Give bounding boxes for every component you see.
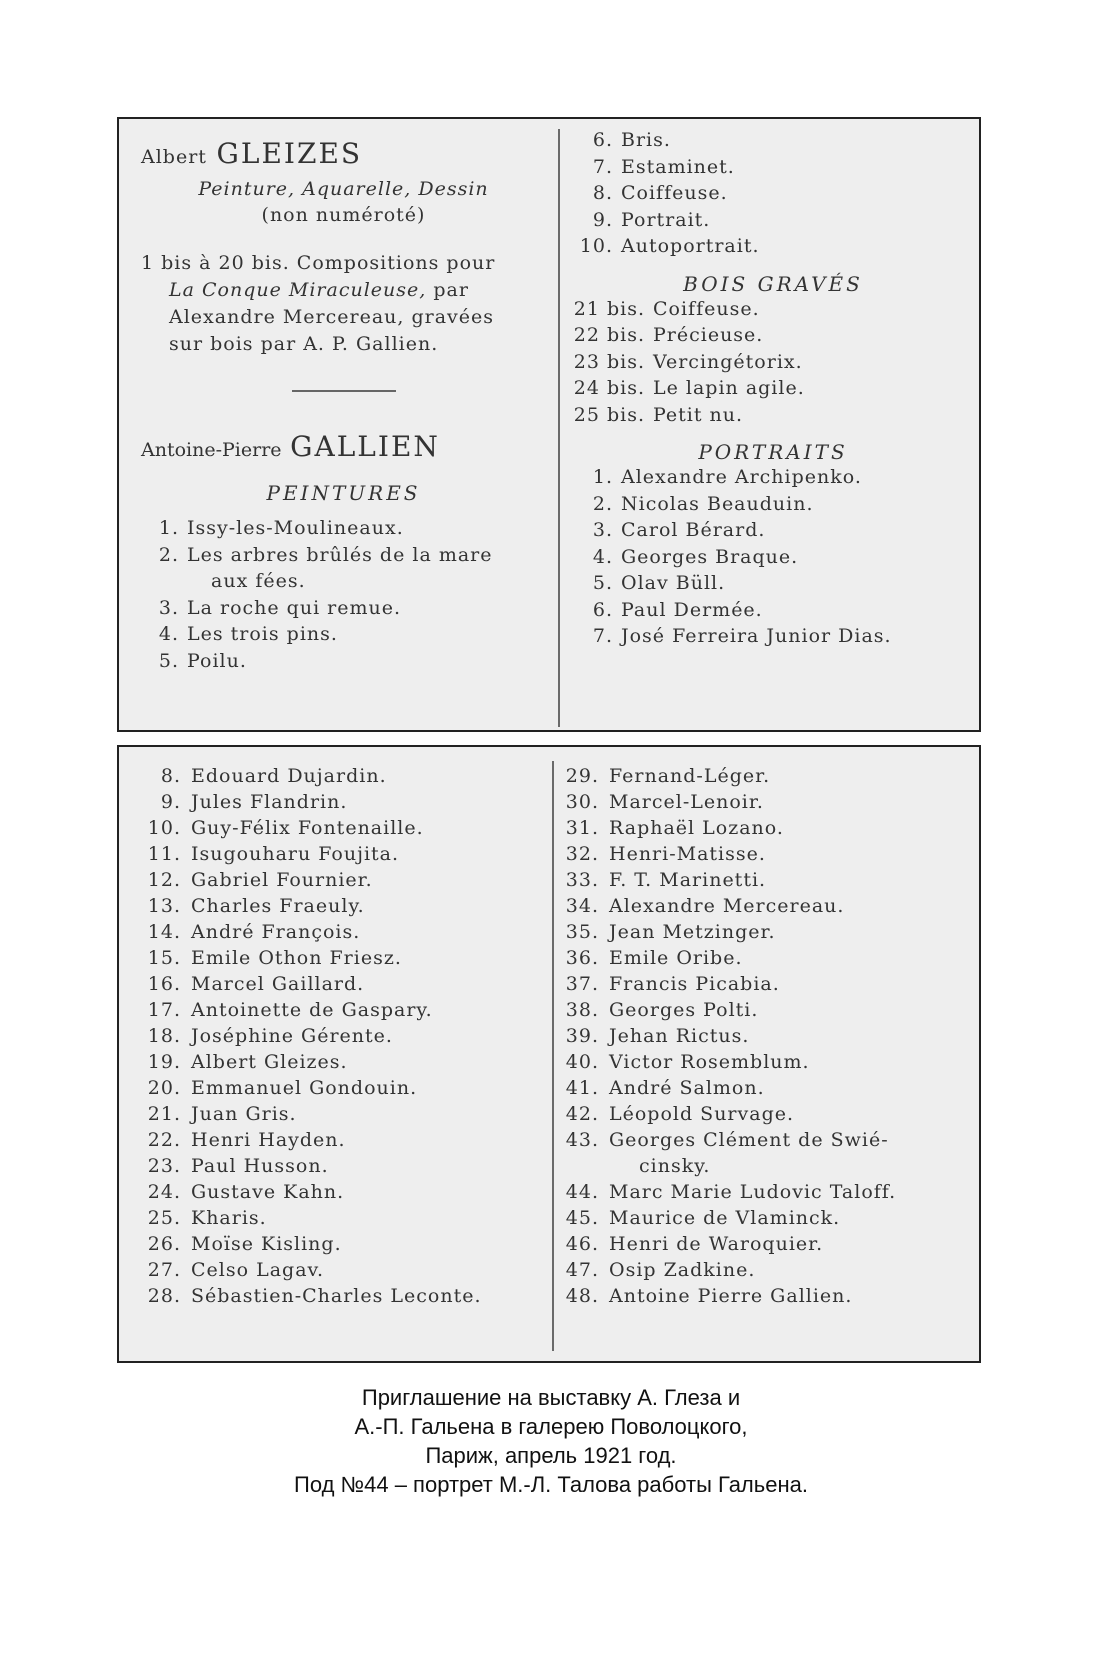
list-item	[549, 815, 979, 841]
item-title: Isugouharu Foujita.	[191, 843, 400, 865]
item-title: Joséphine Gérente.	[191, 1025, 393, 1047]
item-title: Les arbres brûlés de la mare	[187, 543, 493, 566]
item-title: Olav Büll.	[621, 572, 726, 594]
list-item	[565, 322, 981, 349]
compositions-line: sur bois par A. P. Gallien.	[169, 333, 439, 355]
item-title: Jean Metzinger.	[609, 921, 776, 943]
list-item	[549, 1257, 979, 1283]
list-item	[119, 1075, 544, 1101]
portraits-title: PORTRAITS	[698, 440, 848, 464]
item-number: 5.	[592, 572, 613, 594]
item-title: Kharis.	[191, 1207, 267, 1229]
list-item	[565, 207, 981, 234]
list-item	[565, 375, 981, 402]
item-number: 25.	[147, 1207, 181, 1229]
item-number: 4.	[158, 623, 179, 645]
item-title: La roche qui remue.	[187, 596, 402, 619]
item-number: 13.	[147, 895, 181, 917]
compositions-line: Alexandre Mercereau, gravées	[169, 306, 495, 328]
item-number: 32.	[565, 843, 599, 865]
item-number: 48.	[565, 1285, 599, 1307]
item-title: Henri-Matisse.	[609, 843, 766, 865]
item-title-continuation: aux fées.	[211, 570, 306, 592]
bottom-left-column	[119, 763, 544, 1309]
list-item	[141, 621, 546, 648]
column-divider	[558, 129, 560, 727]
item-number: 9.	[160, 791, 181, 813]
list-item	[549, 971, 979, 997]
list-item	[549, 945, 979, 971]
item-number: 12.	[147, 869, 181, 891]
list-item	[549, 867, 979, 893]
item-number: 15.	[147, 947, 181, 969]
item-number: 29.	[565, 765, 599, 787]
item-title: Poilu.	[187, 649, 247, 672]
portraits-list-continued	[119, 763, 544, 1309]
item-number: 31.	[565, 817, 599, 839]
list-item	[119, 919, 544, 945]
item-number: 8.	[592, 182, 613, 204]
compositions-word: par	[426, 279, 469, 301]
item-number: 26.	[147, 1233, 181, 1255]
figure-caption	[0, 1383, 1102, 1499]
list-item	[549, 1023, 979, 1049]
list-item	[565, 623, 981, 650]
item-title: Guy-Félix Fontenaille.	[191, 817, 424, 839]
item-title: Bris.	[621, 129, 671, 151]
list-item	[565, 296, 981, 323]
list-item	[565, 127, 981, 154]
item-title: Vercingétorix.	[653, 350, 803, 373]
item-number: 2.	[592, 492, 613, 515]
list-item	[549, 1283, 979, 1309]
compositions-line: 1 bis à 20 bis. Compositions pour	[141, 252, 496, 274]
list-item	[119, 893, 544, 919]
bois-graves-title: BOIS GRAVÉS	[683, 271, 863, 296]
item-title: Sébastien-Charles Leconte.	[191, 1285, 482, 1307]
item-number: 8.	[160, 765, 181, 787]
item-number: 10.	[147, 817, 181, 839]
item-number: 20.	[147, 1077, 181, 1099]
item-title: Osip Zadkine.	[609, 1259, 756, 1281]
portraits-list	[565, 464, 981, 650]
item-number: 4.	[592, 545, 613, 568]
list-item	[119, 1153, 544, 1179]
artist-last-name: GLEIZES	[216, 137, 363, 170]
item-number: 30.	[565, 791, 599, 813]
artist-first-name: Antoine-Pierre	[141, 439, 282, 461]
item-title: Moïse Kisling.	[191, 1233, 342, 1255]
item-title-continuation: cinsky.	[639, 1155, 711, 1177]
item-number: 35.	[565, 921, 599, 943]
item-title: Henri de Waroquier.	[609, 1233, 824, 1255]
item-title: Jules Flandrin.	[191, 791, 348, 813]
item-title: Marc Marie Ludovic Taloff.	[609, 1181, 897, 1203]
list-item	[141, 515, 546, 542]
item-title: Edouard Dujardin.	[191, 765, 387, 787]
top-right-column	[565, 127, 981, 650]
item-number: 27.	[147, 1259, 181, 1281]
item-title: Georges Clément de Swié-	[609, 1129, 889, 1151]
item-title: Petit nu.	[653, 403, 744, 426]
list-item	[119, 1023, 544, 1049]
list-item	[119, 789, 544, 815]
item-title: Henri Hayden.	[191, 1129, 346, 1151]
list-item	[119, 1179, 544, 1205]
artist-last-name: GALLIEN	[290, 430, 440, 463]
item-title: André Salmon.	[609, 1077, 765, 1099]
item-number: 42.	[565, 1103, 599, 1125]
list-item	[119, 815, 544, 841]
list-item	[549, 1049, 979, 1075]
item-number: 6.	[592, 598, 613, 621]
item-title: Coiffeuse.	[653, 297, 760, 320]
item-title: F. T. Marinetti.	[609, 869, 767, 891]
item-number: 22 bis.	[573, 324, 645, 346]
list-item	[549, 893, 979, 919]
item-number: 38.	[565, 999, 599, 1021]
item-title: Gabriel Fournier.	[191, 869, 373, 891]
item-number: 22.	[147, 1129, 181, 1151]
caption-line: Париж, апрель 1921 год.	[425, 1443, 677, 1468]
item-number: 23.	[147, 1155, 181, 1177]
artist-first-name: Albert	[141, 146, 207, 168]
peintures-list-continued	[565, 127, 981, 260]
list-item	[549, 997, 979, 1023]
item-number: 14.	[147, 921, 181, 943]
item-title: Emile Oribe.	[609, 947, 743, 969]
list-item	[549, 1101, 979, 1127]
item-number: 1.	[592, 466, 613, 488]
item-number: 3.	[592, 519, 613, 541]
item-number: 3.	[158, 596, 179, 619]
media-line: Peinture, Aquarelle, Dessin	[198, 178, 489, 200]
list-item	[565, 349, 981, 376]
item-number: 24.	[147, 1181, 181, 1203]
item-number: 7.	[592, 625, 613, 647]
item-title: Carol Bérard.	[621, 519, 766, 541]
list-item	[549, 1127, 979, 1153]
item-title: Marcel-Lenoir.	[609, 791, 764, 813]
list-item	[565, 517, 981, 544]
list-item	[119, 1101, 544, 1127]
list-item	[119, 763, 544, 789]
item-number: 46.	[565, 1233, 599, 1255]
invitation-bottom-panel	[117, 745, 981, 1363]
list-item	[119, 867, 544, 893]
list-item	[565, 491, 981, 518]
list-item	[549, 1075, 979, 1101]
list-item	[549, 789, 979, 815]
item-title: Marcel Gaillard.	[191, 973, 365, 995]
item-number: 21 bis.	[573, 297, 645, 320]
item-title: Précieuse.	[653, 324, 764, 346]
item-number: 45.	[565, 1207, 599, 1229]
item-number: 24 bis.	[573, 377, 645, 399]
item-title: Le lapin agile.	[653, 377, 805, 399]
compositions-paragraph	[141, 250, 546, 358]
item-title: Alexandre Archipenko.	[621, 466, 862, 488]
item-title: Georges Braque.	[621, 545, 799, 568]
list-item	[141, 542, 546, 569]
item-title: Celso Lagav.	[191, 1259, 325, 1281]
item-title: Les trois pins.	[187, 623, 338, 645]
item-number: 11.	[147, 843, 181, 865]
item-number: 33.	[565, 869, 599, 891]
list-item	[565, 180, 981, 207]
list-item	[565, 464, 981, 491]
bois-graves-list	[565, 296, 981, 429]
item-number: 6.	[592, 129, 613, 151]
artist-gleizes-heading	[141, 137, 546, 170]
item-title: Albert Gleizes.	[191, 1051, 348, 1073]
item-title: Estaminet.	[621, 155, 735, 178]
item-number: 5.	[158, 649, 179, 672]
item-number: 43.	[565, 1129, 599, 1151]
item-title: Emmanuel Gondouin.	[191, 1077, 418, 1099]
item-number: 19.	[147, 1051, 181, 1073]
item-title: Raphaël Lozano.	[609, 817, 784, 839]
item-number: 40.	[565, 1051, 599, 1073]
item-number: 17.	[147, 999, 181, 1021]
list-item	[565, 402, 981, 429]
item-number: 47.	[565, 1259, 599, 1281]
peintures-title: PEINTURES	[266, 481, 421, 505]
list-item	[119, 1049, 544, 1075]
item-number: 41.	[565, 1077, 599, 1099]
portraits-list-continued	[549, 763, 979, 1309]
item-title: Coiffeuse.	[621, 182, 728, 204]
item-number: 16.	[147, 973, 181, 995]
item-number: 39.	[565, 1025, 599, 1047]
list-item	[565, 544, 981, 571]
item-title: Fernand-Léger.	[609, 765, 771, 787]
top-left-column	[141, 135, 546, 674]
caption-line: Приглашение на выставку А. Глеза и	[361, 1385, 741, 1410]
item-number: 34.	[565, 895, 599, 917]
item-title: Alexandre Mercereau.	[609, 895, 845, 917]
list-item	[119, 1231, 544, 1257]
item-title: Paul Dermée.	[621, 598, 763, 621]
item-number: 1.	[158, 517, 179, 539]
divider-rule	[292, 390, 396, 392]
item-number: 37.	[565, 973, 599, 995]
item-number: 9.	[592, 208, 613, 231]
list-item	[549, 1205, 979, 1231]
list-item	[119, 945, 544, 971]
list-item	[565, 154, 981, 181]
item-title: Antoine Pierre Gallien.	[609, 1285, 853, 1307]
item-number: 28.	[147, 1285, 181, 1307]
item-number: 18.	[147, 1025, 181, 1047]
list-item	[119, 1283, 544, 1309]
peintures-list	[141, 515, 546, 674]
item-title: Jehan Rictus.	[609, 1025, 750, 1047]
item-title: André François.	[191, 921, 361, 943]
list-item	[119, 997, 544, 1023]
item-title: Maurice de Vlaminck.	[609, 1207, 841, 1229]
item-title: Victor Rosemblum.	[609, 1051, 810, 1073]
item-title: Autoportrait.	[621, 235, 760, 257]
item-title: Emile Othon Friesz.	[191, 947, 402, 969]
item-number: 36.	[565, 947, 599, 969]
item-number: 23 bis.	[573, 350, 645, 373]
artist-gallien-heading	[141, 430, 546, 463]
list-item	[565, 570, 981, 597]
item-title: Portrait.	[621, 208, 711, 231]
item-number: 21.	[147, 1103, 181, 1125]
list-item	[119, 841, 544, 867]
compositions-line	[141, 277, 546, 304]
bottom-right-column	[549, 763, 979, 1309]
caption-line: А.-П. Гальена в галерею Поволоцкого,	[354, 1414, 748, 1439]
item-title: José Ferreira Junior Dias.	[621, 625, 892, 647]
item-number: 2.	[158, 543, 179, 566]
item-title: Georges Polti.	[609, 999, 759, 1021]
item-number: 10.	[579, 235, 613, 257]
item-title: Paul Husson.	[191, 1155, 329, 1177]
list-item	[141, 595, 546, 622]
item-title: Léopold Survage.	[609, 1103, 795, 1125]
list-item	[565, 597, 981, 624]
list-item	[119, 1127, 544, 1153]
item-title: Francis Picabia.	[609, 973, 780, 995]
numbering-note: (non numéroté)	[261, 204, 426, 226]
item-title: Juan Gris.	[191, 1103, 297, 1125]
list-item	[549, 1179, 979, 1205]
list-item	[549, 841, 979, 867]
item-title: Gustave Kahn.	[191, 1181, 345, 1203]
list-item	[119, 1257, 544, 1283]
item-title: Charles Fraeuly.	[191, 895, 365, 917]
item-number: 44.	[565, 1181, 599, 1203]
item-title: Issy-les-Moulineaux.	[187, 517, 404, 539]
list-item	[119, 1205, 544, 1231]
list-item	[549, 919, 979, 945]
item-title: Antoinette de Gaspary.	[191, 999, 433, 1021]
list-item	[549, 1231, 979, 1257]
item-number: 7.	[592, 155, 613, 178]
list-item	[119, 971, 544, 997]
caption-line: Под №44 – портрет М.-Л. Талова работы Гальена.	[294, 1472, 808, 1497]
item-title: Nicolas Beauduin.	[621, 492, 814, 515]
list-item	[141, 648, 546, 675]
list-item	[549, 763, 979, 789]
item-number: 25 bis.	[573, 403, 645, 426]
book-title: La Conque Miraculeuse,	[169, 279, 427, 301]
invitation-top-panel	[117, 117, 981, 732]
list-item	[565, 233, 981, 260]
